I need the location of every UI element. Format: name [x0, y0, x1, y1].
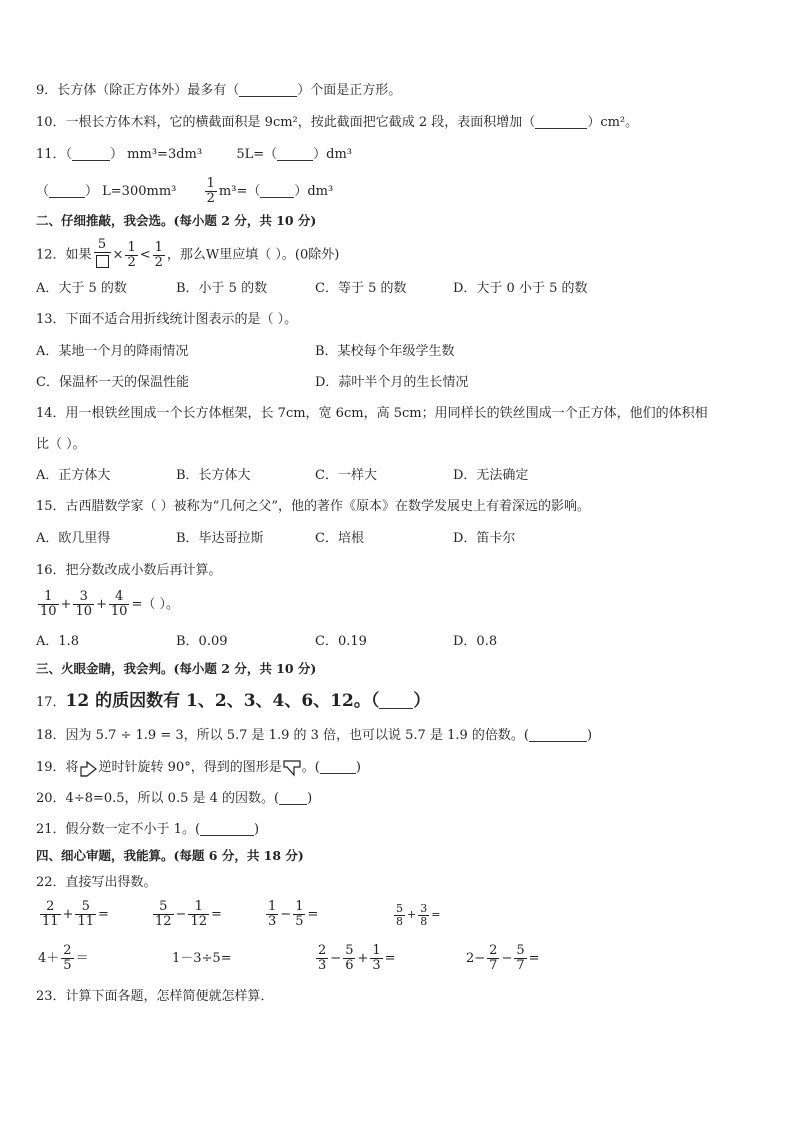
- option-b[interactable]: B．某校每个年级学生数: [315, 344, 455, 359]
- question-22: 22．直接写出得数。: [36, 875, 157, 890]
- answer-blank[interactable]: [279, 790, 307, 805]
- answer-blank[interactable]: [200, 821, 254, 836]
- calc-item: $\frac{1}{3}$ − $\frac{1}{5}$ =: [268, 899, 319, 929]
- fraction: $\frac{1}{2}$: [206, 176, 215, 206]
- answer-blank[interactable]: [529, 727, 587, 742]
- option-c[interactable]: C．等于 5 的数: [315, 281, 407, 296]
- section-4-heading: 四、细心审题，我能算。(每题 6 分，共 18 分): [36, 848, 304, 863]
- question-14: 14．用一根铁丝围成一个长方体框架，长 7cm，宽 6cm，高 5cm；用同样长的铁丝围成一个正方体，他们的体积相: [36, 406, 708, 421]
- calc-item: 2− $\frac{2}{7}$ − $\frac{5}{7}$ =: [466, 943, 540, 973]
- question-17: 17．12 的质因数有 1、2、3、4、6、12。（ ）: [36, 691, 431, 711]
- arrow-shape-icon: [79, 759, 99, 777]
- option-b[interactable]: B．长方体大: [176, 468, 251, 483]
- question-21: 21．假分数一定不小于 1。( ): [36, 822, 260, 837]
- question-10: 10．一根长方体木料，它的横截面积是 9cm²，按此截面把它截成 2 段，表面积增加（ ）cm²。: [36, 115, 639, 130]
- option-a[interactable]: A．大于 5 的数: [36, 281, 127, 296]
- question-14-line2: 比（ ）。: [36, 437, 86, 452]
- option-b[interactable]: B．小于 5 的数: [176, 281, 268, 296]
- question-23: 23．计算下面各题，怎样简便就怎样算．: [36, 989, 274, 1004]
- answer-blank[interactable]: [379, 694, 413, 709]
- option-d[interactable]: D．蒜叶半个月的生长情况: [315, 375, 469, 390]
- answer-blank[interactable]: [72, 146, 110, 161]
- option-b[interactable]: B．毕达哥拉斯: [176, 531, 264, 546]
- question-12: 12．如果 5 × $\frac{1}{2}$ < $\frac{1}{2}$ ，那么W里应填（ ）。(0除外): [36, 238, 339, 272]
- answer-blank[interactable]: [239, 82, 297, 97]
- option-a[interactable]: A．正方体大: [36, 468, 111, 483]
- section-2-heading: 二、仔细推敲，我会选。(每小题 2 分，共 10 分): [36, 213, 317, 228]
- calc-item: $\frac{5}{12}$ − $\frac{1}{12}$ =: [155, 899, 222, 929]
- question-16: 16．把分数改成小数后再计算。: [36, 563, 222, 578]
- calc-item: 1－3÷5=: [172, 951, 232, 966]
- option-c[interactable]: C．0.19: [315, 634, 367, 649]
- option-a[interactable]: A．某地一个月的降雨情况: [36, 344, 189, 359]
- calc-item: $\frac{2}{11}$ + $\frac{5}{11}$ =: [42, 899, 109, 929]
- fraction: $\frac{1}{10}$: [40, 589, 57, 619]
- fraction: $\frac{3}{10}$: [75, 589, 92, 619]
- calc-item: $\frac{5}{8}$ + $\frac{3}{8}$ =: [396, 901, 441, 928]
- question-19: 19．将 逆时针旋转 90°，得到的图形是 。( ): [36, 760, 361, 775]
- answer-blank[interactable]: [535, 114, 587, 129]
- option-c[interactable]: C．一样大: [315, 468, 377, 483]
- option-b[interactable]: B．0.09: [176, 634, 228, 649]
- answer-blank[interactable]: [49, 183, 85, 198]
- option-d[interactable]: D．无法确定: [453, 468, 529, 483]
- question-18: 18．因为 5.7 ÷ 1.9 = 3，所以 5.7 是 1.9 的 3 倍，也可以说 5.7 是 1.9 的倍数。( ): [36, 728, 593, 743]
- fraction: $\frac{1}{2}$: [127, 239, 136, 270]
- answer-blank[interactable]: [260, 183, 294, 198]
- section-3-heading: 三、火眼金睛，我会判。(每小题 2 分，共 10 分): [36, 661, 317, 676]
- option-d[interactable]: D．0.8: [453, 634, 498, 649]
- calc-item: 4＋ $\frac{2}{5}$ ＝: [38, 943, 89, 973]
- rotated-arrow-shape-icon: [282, 759, 302, 777]
- option-d[interactable]: D．笛卡尔: [453, 531, 516, 546]
- answer-blank[interactable]: [277, 146, 313, 161]
- question-15: 15．古西腊数学家（ ）被称为“几何之父”，他的著作《原本》在数学发展史上有着深远的影响。: [36, 499, 590, 514]
- box-placeholder: [96, 255, 109, 268]
- question-13: 13．下面不适合用折线统计图表示的是（ ）。: [36, 312, 298, 327]
- calc-item: $\frac{2}{3}$ − $\frac{5}{6}$ + $\frac{1}{3}$ =: [318, 943, 396, 973]
- fraction: $\frac{4}{10}$: [110, 589, 128, 619]
- option-c[interactable]: C．保温杯一天的保温性能: [36, 375, 189, 390]
- question-11-row2: （ ） L=300mm³ $\frac{1}{2}$ m³=（ ）dm³: [36, 176, 334, 206]
- question-20: 20．4÷8=0.5，所以 0.5 是 4 的因数。( ): [36, 791, 313, 806]
- fraction: $\frac{1}{2}$: [154, 239, 163, 270]
- fraction-with-box: 5: [94, 238, 111, 272]
- option-a[interactable]: A．1.8: [36, 634, 80, 649]
- option-c[interactable]: C．培根: [315, 531, 364, 546]
- answer-blank[interactable]: [320, 759, 356, 774]
- question-16-expression: $\frac{1}{10}$ + $\frac{3}{10}$ + $\frac{4}{10}$ =（ ）。: [40, 589, 179, 619]
- question-9: 9．长方体（除正方体外）最多有（ ）个面是正方形。: [36, 83, 402, 98]
- option-a[interactable]: A．欧几里得: [36, 531, 111, 546]
- question-11: 11．（ ） mm³=3dm³ 5L=（ ）dm³: [36, 147, 353, 162]
- option-d[interactable]: D．大于 0 小于 5 的数: [453, 281, 588, 296]
